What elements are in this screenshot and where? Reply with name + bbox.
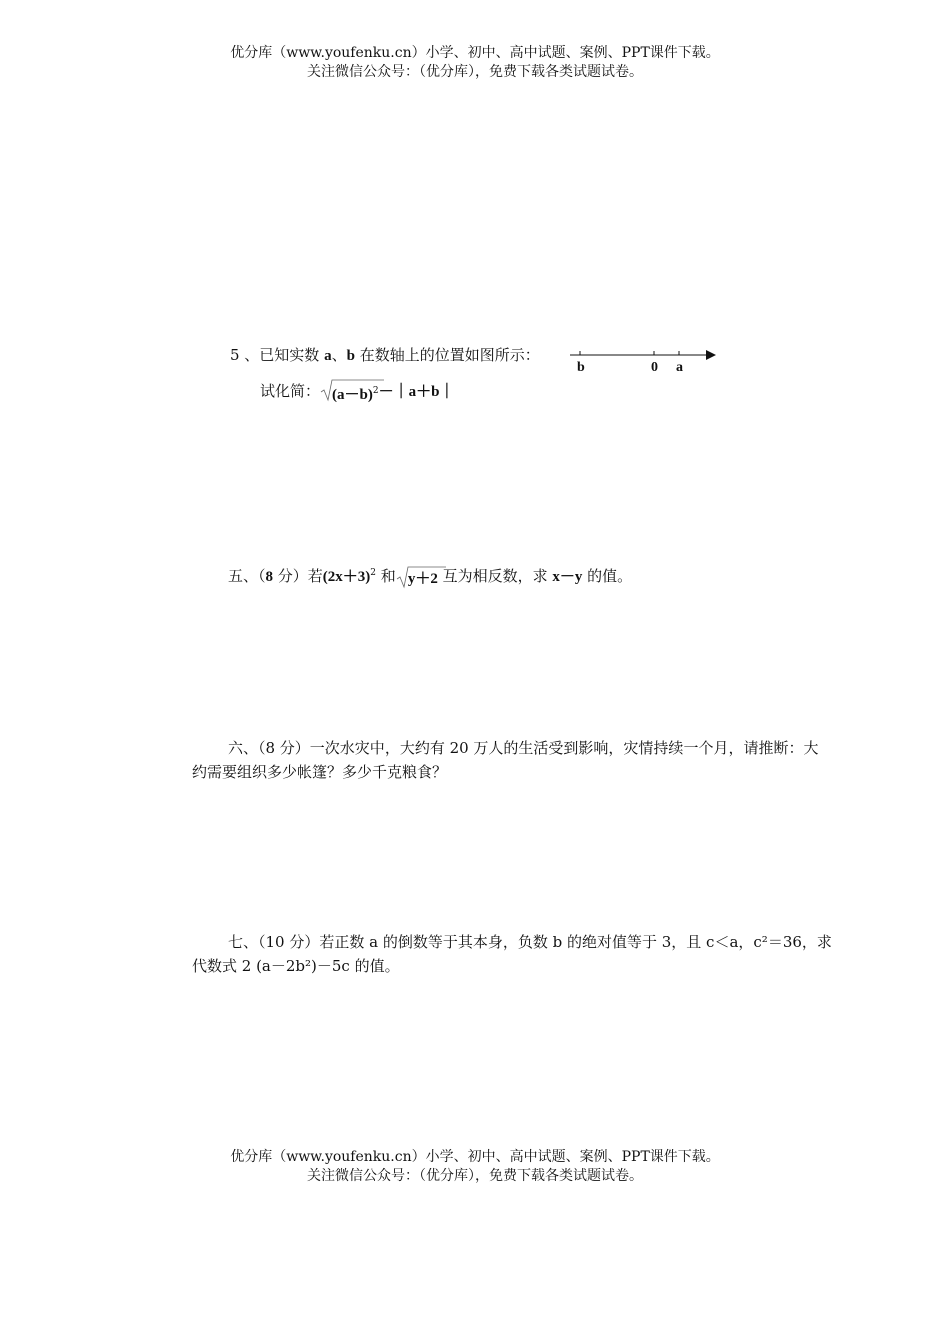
number-line-axis (568, 344, 728, 364)
q5-var-b: b (346, 348, 355, 364)
number-line-figure (568, 344, 728, 380)
q5-radicand: (a－b) (332, 387, 373, 403)
q-five-prefix: 五、（ (228, 567, 266, 585)
q-five-target: x－y (552, 569, 583, 585)
q-five-suffix: 的值。 (582, 567, 633, 585)
q5-tail: －｜a＋b｜ (378, 384, 455, 400)
question-six: 六、（8 分）一次水灾中，大约有 20 万人的生活受到影响，灾情持续一个月，请推断：大约需要组织多少帐篷？多少千克粮食？ (192, 739, 819, 781)
footer-line-2: 关注微信公众号：（优分库），免费下载各类试题试卷。 (307, 1168, 643, 1184)
q5-prefix: 5 、已知实数 (230, 346, 325, 364)
q-five-mid2: 互为相反数，求 (437, 567, 553, 585)
question-5-line-1 (230, 344, 540, 367)
q-five-sqrt (396, 565, 438, 590)
q5-sep: 、 (331, 346, 347, 364)
radical-sign-icon (396, 565, 446, 589)
q-five-and: 和 (376, 567, 396, 585)
q-five-radicand: y＋2 (407, 570, 438, 587)
page-footer (0, 1148, 950, 1186)
question-5-line-2 (260, 378, 454, 406)
footer-line-1: 优分库（www.youfenku.cn）小学、初中、高中试题、案例、PPT课件下载。 (230, 1149, 720, 1165)
q5-simplify-label: 试化简： (260, 382, 321, 400)
q5-sqrt (320, 378, 379, 406)
question-seven: 七、（10 分）若正数 a 的倒数等于其本身，负数 b 的绝对值等于 3，且 c＜a，c²＝36，求代数式 2 (a－2b²)－5c 的值。 (192, 933, 832, 975)
axis-label-zero: 0 (651, 360, 658, 375)
q5-suffix: 在数轴上的位置如图所示： (354, 346, 540, 364)
q-five-expr: (2x＋3) (322, 569, 371, 585)
q5-exponent: 2 (372, 386, 379, 396)
page-header (0, 44, 950, 82)
header-line-2: 关注微信公众号：（优分库），免费下载各类试题试卷。 (307, 64, 643, 80)
q-five-exp: 2 (370, 568, 377, 578)
q-five-points: 8 (265, 569, 274, 585)
axis-label-a: a (676, 360, 683, 375)
q-five-mid1: 分）若 (273, 567, 323, 585)
radical-sign-icon (320, 378, 384, 402)
q5-var-a: a (324, 348, 332, 364)
header-line-1: 优分库（www.youfenku.cn）小学、初中、高中试题、案例、PPT课件下载。 (230, 45, 720, 61)
question-five (228, 562, 632, 590)
axis-label-b: b (577, 360, 585, 375)
